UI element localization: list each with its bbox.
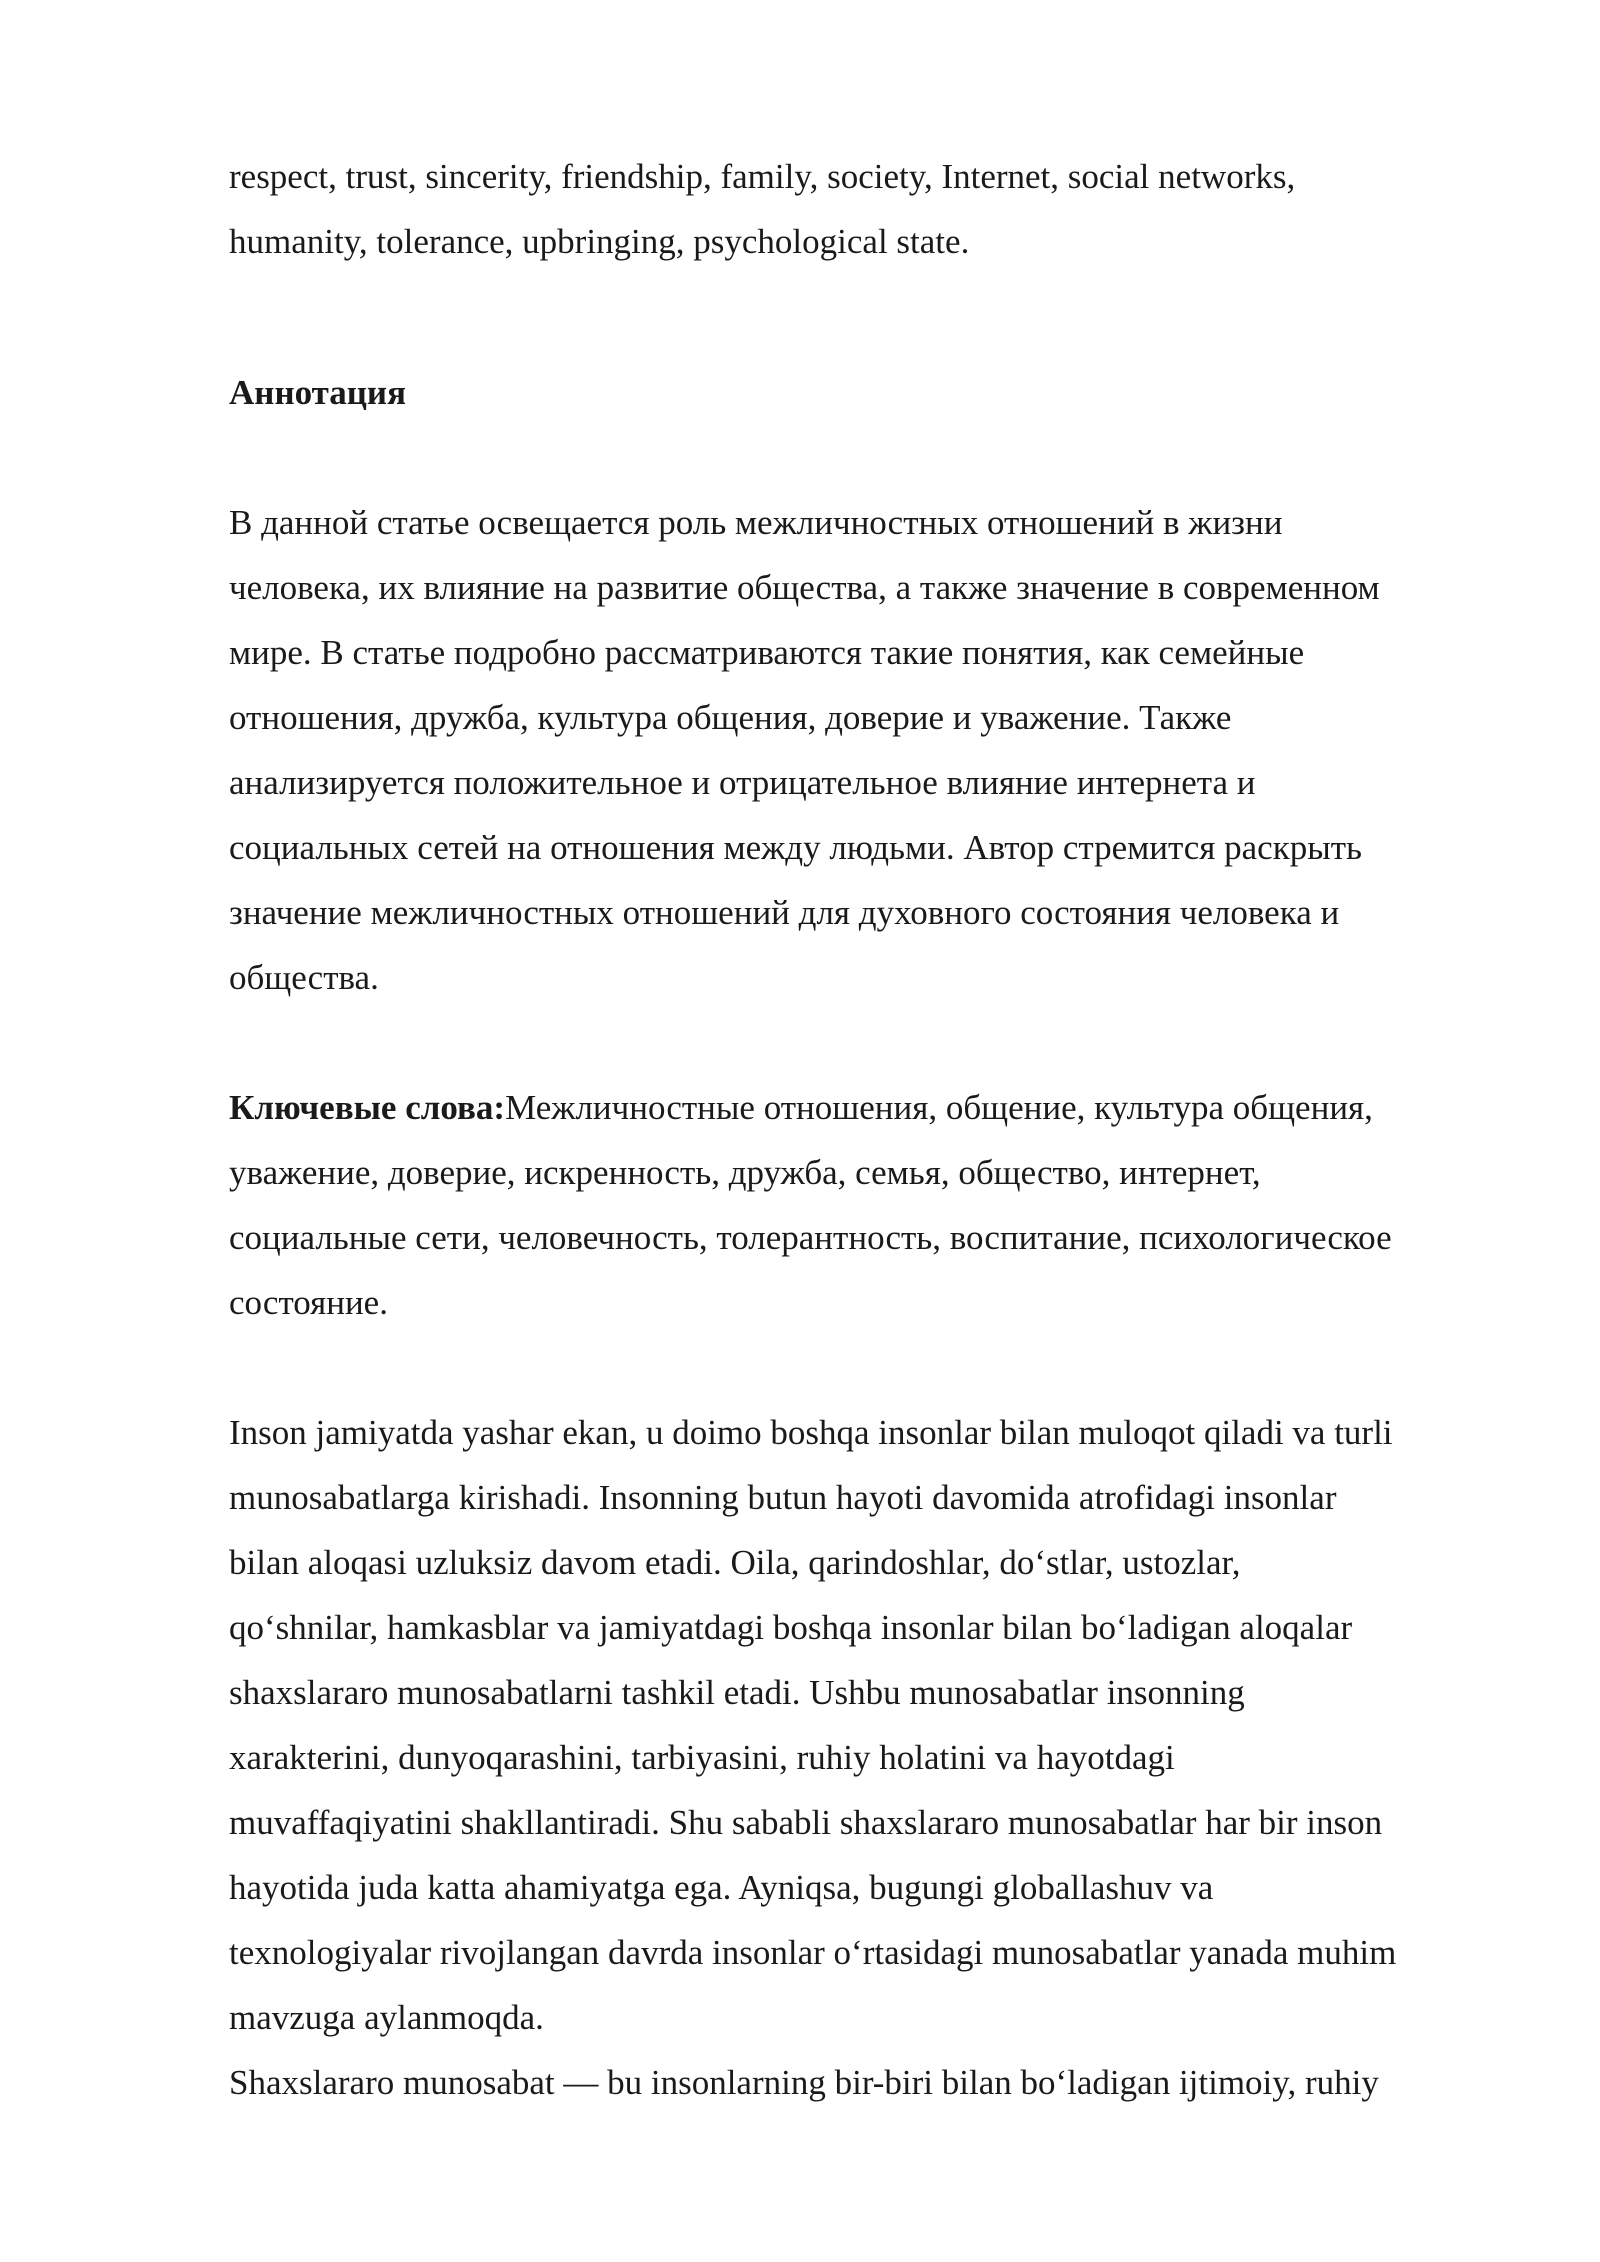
- annotation-line: В данной статье освещается роль межличностных отношений в жизни: [229, 503, 1283, 542]
- body-line: mavzuga aylanmoqda.: [229, 1998, 544, 2037]
- annotation-line: мире. В статье подробно рассматриваются такие понятия, как семейные: [229, 633, 1305, 672]
- keywords-russian-line: социальные сети, человечность, толерантность, воспитание, психологическое: [229, 1218, 1392, 1257]
- annotation-line: анализируется положительное и отрицательное влияние интернета и: [229, 763, 1256, 802]
- body-line: hayotida juda katta ahamiyatga ega. Ayniqsa, bugungi globallashuv va: [229, 1868, 1214, 1907]
- keywords-label: Ключевые слова:: [229, 1088, 506, 1127]
- keywords-russian-text: Межличностные отношения, общение, культура общения,: [505, 1088, 1373, 1127]
- body-line: bilan aloqasi uzluksiz davom etadi. Oila, qarindoshlar, do‘stlar, ustozlar,: [229, 1543, 1241, 1582]
- body-line: xarakterini, dunyoqarashini, tarbiyasini, ruhiy holatini va hayotdagi: [229, 1738, 1175, 1777]
- body-line: shaxslararo munosabatlarni tashkil etadi. Ushbu munosabatlar insonning: [229, 1673, 1245, 1712]
- body-paragraph: [229, 1400, 1529, 2115]
- keywords-russian-first-line: [229, 1075, 1529, 1140]
- annotation-line: значение межличностных отношений для духовного состояния человека и: [229, 893, 1340, 932]
- body-line: muvaffaqiyatini shakllantiradi. Shu sababli shaxslararo munosabatlar har bir inson: [229, 1803, 1383, 1842]
- keywords-russian-paragraph: [229, 1075, 1529, 1335]
- body-line: qo‘shnilar, hamkasblar va jamiyatdagi boshqa insonlar bilan bo‘ladigan aloqalar: [229, 1608, 1353, 1647]
- keywords-russian-line: уважение, доверие, искренность, дружба, семья, общество, интернет,: [229, 1153, 1261, 1192]
- body-line: munosabatlarga kirishadi. Insonning butun hayoti davomida atrofidagi insonlar: [229, 1478, 1337, 1517]
- body-line: texnologiyalar rivojlangan davrda insonlar o‘rtasidagi munosabatlar yanada muhim: [229, 1933, 1397, 1972]
- keywords-english-line: respect, trust, sincerity, friendship, family, society, Internet, social networks,: [229, 157, 1296, 196]
- annotation-line: общества.: [229, 958, 379, 997]
- annotation-paragraph: [229, 490, 1529, 1010]
- keywords-russian-line: состояние.: [229, 1283, 388, 1322]
- keywords-english-line: humanity, tolerance, upbringing, psychological state.: [229, 222, 970, 261]
- annotation-line: социальных сетей на отношения между людьми. Автор стремится раскрыть: [229, 828, 1362, 867]
- annotation-line: человека, их влияние на развитие общества, а также значение в современном: [229, 568, 1380, 607]
- body-line: Shaxslararo munosabat — bu insonlarning bir-biri bilan bo‘ladigan ijtimoiy, ruhiy: [229, 2063, 1379, 2102]
- annotation-line: отношения, дружба, культура общения, доверие и уважение. Также: [229, 698, 1232, 737]
- annotation-heading: Аннотация: [229, 373, 407, 412]
- keywords-english-paragraph: [229, 144, 1529, 274]
- body-line: Inson jamiyatda yashar ekan, u doimo boshqa insonlar bilan muloqot qiladi va turli: [229, 1413, 1393, 1452]
